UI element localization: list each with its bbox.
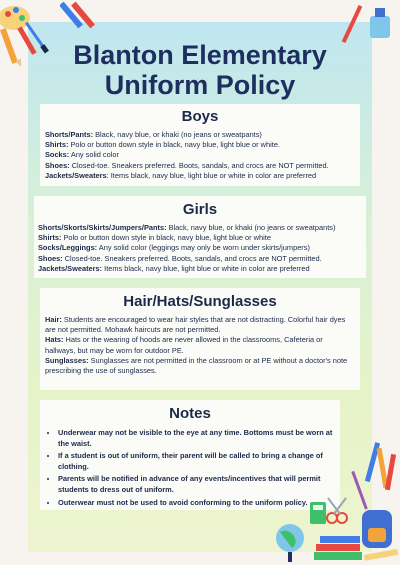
rule-label: Jackets/Sweaters xyxy=(45,170,107,180)
rule-text: Polo or button down style in black, navy blue, light blue or white xyxy=(61,233,271,243)
rule-text: : Items black, navy blue, light blue or white in color are preferred xyxy=(106,170,317,180)
rule-girls-socks xyxy=(38,243,362,253)
ink-bottle-icon xyxy=(370,8,390,38)
rule-text: Black, navy blue, or khaki (no jeans or sweatpants) xyxy=(93,130,262,139)
hair-hats-sunglasses-section xyxy=(40,288,360,390)
hair-heading: Hair/Hats/Sunglasses xyxy=(123,293,277,310)
rule-girls-shirts xyxy=(38,233,362,243)
rule-label: Shorts/Pants: xyxy=(45,130,94,139)
rule-hats xyxy=(45,335,355,355)
rule-text: Students are encouraged to wear hair styles that are not distracting. Colorful hair dyes are not permitted. Mohawk haircuts are not permitted. xyxy=(45,315,346,335)
rule-girls-shoes xyxy=(38,254,362,264)
girls-heading: Girls xyxy=(182,201,218,218)
rule-boys-jackets xyxy=(45,171,355,181)
rule-label: Socks/Leggings: xyxy=(38,243,98,253)
note-item: • Outerwear must not be used to avoid conforming to the uniform policy. xyxy=(58,498,334,509)
rule-label: Shoes: xyxy=(38,253,63,263)
rule-text: Any solid color (leggings may only be worn under skirts/jumpers) xyxy=(97,243,310,253)
notes-heading: Notes xyxy=(169,405,211,422)
pencils-icon xyxy=(60,2,95,29)
hair-rules xyxy=(45,315,355,376)
rule-text: Items black, navy blue, light blue or white in color are preferred xyxy=(102,263,310,273)
rule-text: Hats or the wearing of hoods are never allowed in the classrooms, Cafeteria or hallways, but may be worn for outdoor PE. xyxy=(45,335,323,355)
rule-sunglasses xyxy=(45,356,355,376)
rule-boys-pants xyxy=(45,130,355,140)
rule-text: Sunglasses are not permitted in the classroom or at PE without a doctor's note prescribing the use of sunglasses. xyxy=(45,355,348,376)
rule-girls-bottoms xyxy=(38,223,362,233)
pencil-icon xyxy=(0,28,24,68)
note-item: • Parents will be notified in advance of any events/incentives that will permit students to dress out of uniform. xyxy=(58,474,334,495)
pen-icon xyxy=(342,5,363,43)
title-line-1: Blanton Elementary xyxy=(73,40,327,70)
rule-label: Shoes: xyxy=(45,160,70,170)
ruler-icon xyxy=(364,549,399,561)
rule-hair xyxy=(45,315,355,335)
book-stack-icon xyxy=(314,536,362,560)
rule-label: Shirts: xyxy=(45,140,69,150)
note-item: • Underwear may not be visible to the eye at any time. Bottoms must be worn at the waist. xyxy=(58,428,334,449)
rule-label: Jackets/Sweaters: xyxy=(38,263,103,273)
rule-text: Black, navy blue, or khaki (no jeans or sweatpants) xyxy=(166,223,336,232)
globe-icon xyxy=(276,524,304,562)
bottom-right-school-supplies xyxy=(270,440,400,565)
rule-label: Socks: xyxy=(45,150,70,160)
calculator-icon xyxy=(310,502,326,524)
rule-label: Shorts/Skorts/Skirts/Jumpers/Pants: xyxy=(38,223,167,232)
rule-label: Hats: xyxy=(45,335,64,345)
pencils-decoration xyxy=(60,0,140,40)
girls-rules xyxy=(38,223,362,274)
rule-text: Closed-toe. Sneakers preferred. Boots, sandals, and crocs are NOT permitted. xyxy=(69,160,329,170)
page-title xyxy=(28,40,372,100)
rule-text: Polo or button down style in black, navy blue, light blue or white. xyxy=(68,140,280,150)
rule-text: Any solid color xyxy=(69,150,119,160)
backpack-icon xyxy=(362,510,392,548)
brush-icon xyxy=(351,471,367,510)
colored-pencils-icon xyxy=(365,442,396,490)
rule-label: Sunglasses: xyxy=(45,355,89,365)
boys-heading: Boys xyxy=(181,108,219,125)
rule-label: Hair: xyxy=(45,315,62,324)
boys-section xyxy=(40,104,360,186)
boys-rules xyxy=(45,130,355,181)
paint-palette-icon xyxy=(0,6,30,30)
rule-boys-shoes xyxy=(45,161,355,171)
scissors-icon xyxy=(327,498,347,523)
title-line-2: Uniform Policy xyxy=(104,70,296,100)
rule-text: Closed-toe. Sneakers preferred. Boots, sandals, and crocs are NOT permitted. xyxy=(62,253,322,263)
rule-boys-socks xyxy=(45,150,355,160)
girls-section xyxy=(34,196,366,278)
rule-boys-shirts xyxy=(45,140,355,150)
rule-label: Shirts: xyxy=(38,233,62,243)
rule-girls-jackets xyxy=(38,264,362,274)
note-item: • If a student is out of uniform, their parent will be called to bring a change of clothing. xyxy=(58,451,334,472)
